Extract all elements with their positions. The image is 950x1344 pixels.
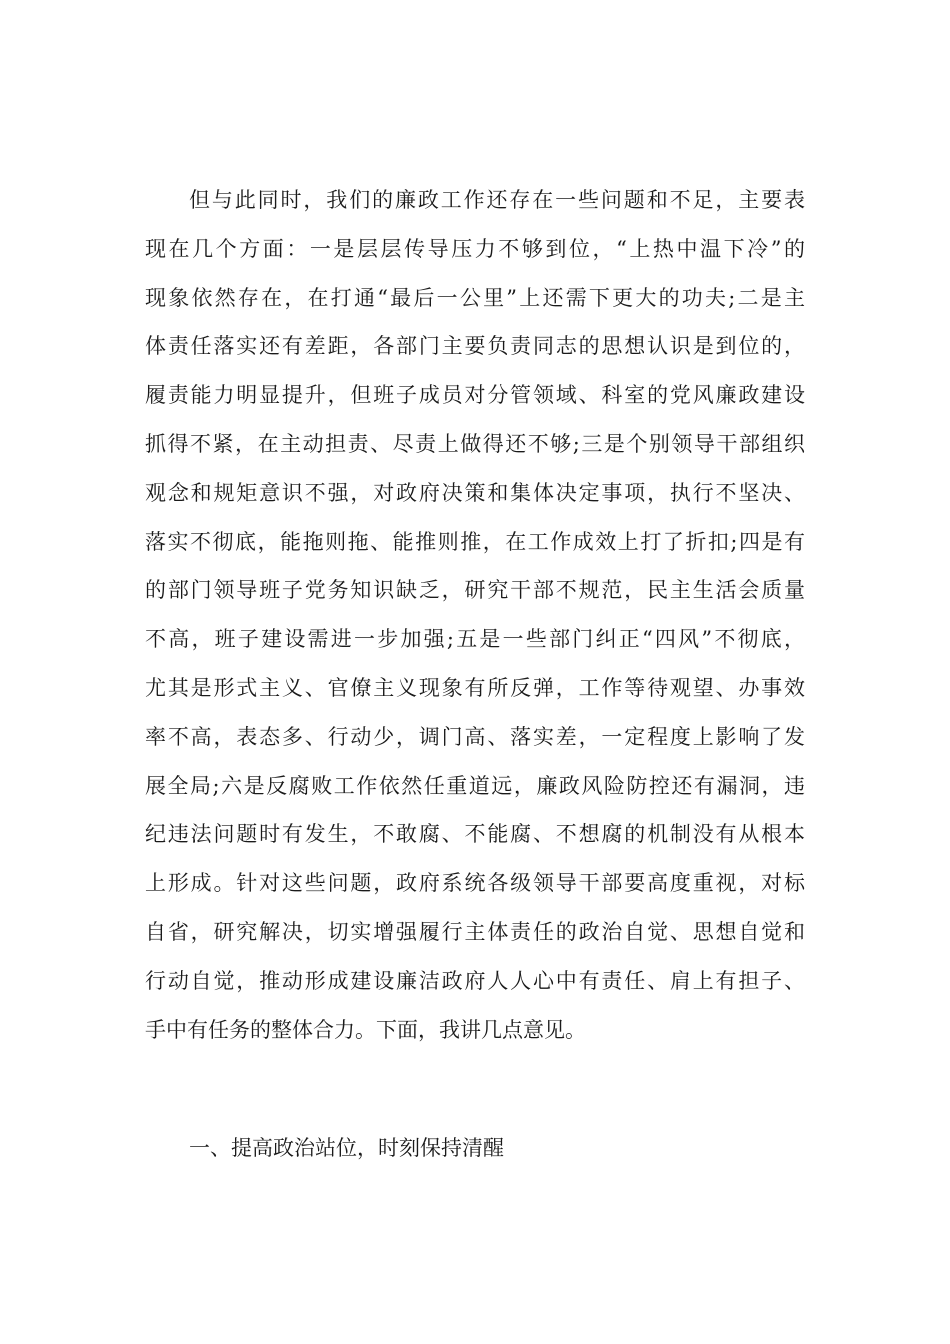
paragraph-line: 手中有任务的整体合力。下面，我讲几点意见。 <box>145 1017 586 1042</box>
paragraph-line: 不高，班子建设需进一步加强;五是一些部门纠正“四风”不彻底， <box>145 627 805 652</box>
paragraph-line: 上形成。针对这些问题，政府系统各级领导干部要高度重视，对标 <box>145 871 805 896</box>
paragraph-line: 落实不彻底，能拖则拖、能推则推，在工作成效上打了折扣;四是有 <box>145 529 805 554</box>
paragraph-line: 观念和规矩意识不强，对政府决策和集体决定事项，执行不坚决、 <box>145 480 805 505</box>
paragraph-line: 率不高，表态多、行动少，调门高、落实差，一定程度上影响了发 <box>145 724 805 749</box>
paragraph-line: 自省，研究解决，切实增强履行主体责任的政治自觉、思想自觉和 <box>145 919 805 944</box>
paragraph-line: 但与此同时，我们的廉政工作还存在一些问题和不足，主要表 <box>189 188 805 212</box>
paragraph-line: 现在几个方面：一是层层传导压力不够到位，“上热中温下冷”的 <box>145 236 805 261</box>
paragraph-line: 纪违法问题时有发生，不敢腐、不能腐、不想腐的机制没有从根本 <box>145 822 805 847</box>
paragraph-line: 抓得不紧，在主动担责、尽责上做得还不够;三是个别领导干部组织 <box>145 431 805 456</box>
paragraph-line: 行动自觉，推动形成建设廉洁政府人人心中有责任、肩上有担子、 <box>145 968 805 993</box>
paragraph-line: 展全局;六是反腐败工作依然任重道远，廉政风险防控还有漏洞，违 <box>145 773 805 798</box>
paragraph-line: 履责能力明显提升，但班子成员对分管领域、科室的党风廉政建设 <box>145 383 805 408</box>
section-heading: 一、提高政治站位，时刻保持清醒 <box>189 1136 504 1160</box>
paragraph-line: 尤其是形式主义、官僚主义现象有所反弹，工作等待观望、办事效 <box>145 675 805 700</box>
paragraph-line: 体责任落实还有差距，各部门主要负责同志的思想认识是到位的， <box>145 334 805 359</box>
body-paragraph <box>145 176 805 1054</box>
paragraph-line: 的部门领导班子党务知识缺乏，研究干部不规范，民主生活会质量 <box>145 578 805 603</box>
paragraph-line: 现象依然存在，在打通“最后一公里”上还需下更大的功夫;二是主 <box>145 285 805 310</box>
